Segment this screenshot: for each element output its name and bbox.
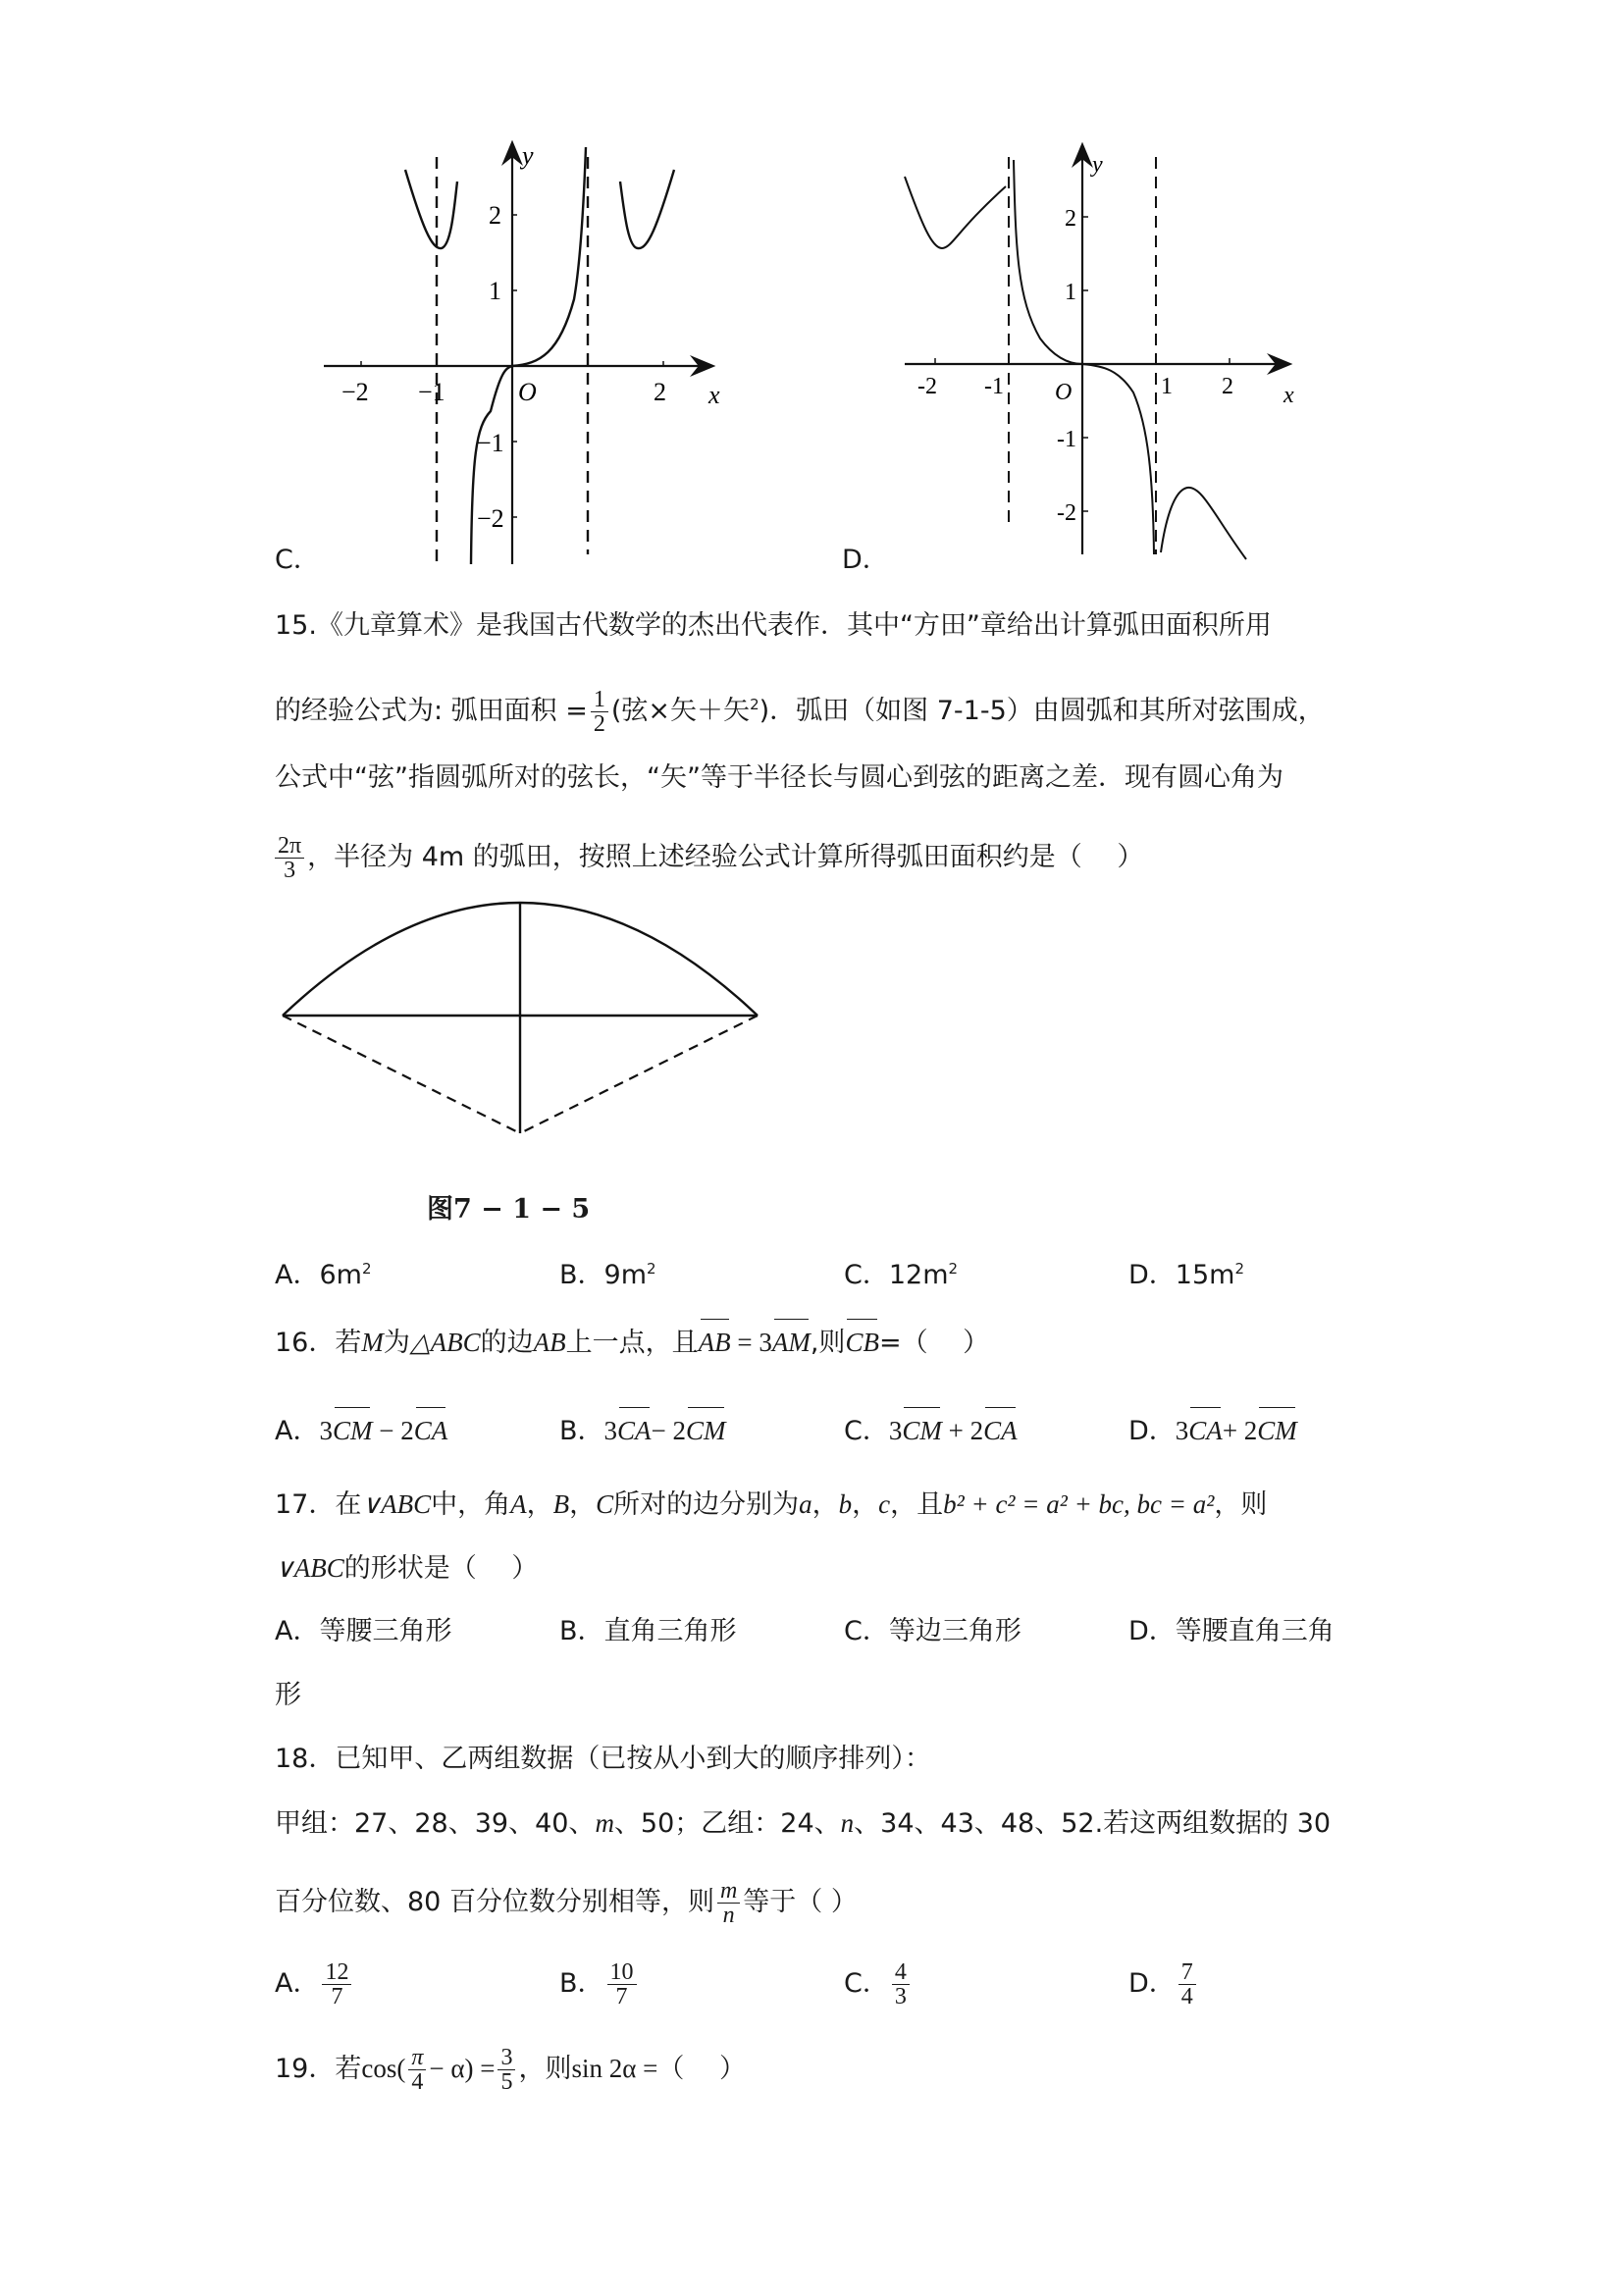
q18-option-d[interactable]: D． $\frac{7}{4}$ — [1128, 1960, 1199, 2009]
y-axis-label: y — [1092, 152, 1103, 178]
x-tick-label: −1 — [418, 378, 445, 406]
radius-right — [520, 1016, 758, 1133]
q16-option-c[interactable]: C．3CM + 2CA — [844, 1413, 1018, 1449]
q19-stem: 19．若cos( $\frac{\pi}{4}$ − α) = $\frac{3}{5}$ ，则sin 2α =（ ） — [275, 2045, 746, 2095]
fraction-m-over-n: $\frac{m}{n}$ — [717, 1879, 740, 1927]
q15-text: 的经验公式为: 弧田面积 = — [275, 696, 588, 726]
vector-am: AM — [772, 1325, 811, 1360]
curve-right-branch — [620, 170, 674, 248]
q17-option-a[interactable]: A．等腰三角形 — [275, 1616, 452, 1646]
q17-option-b[interactable]: B．直角三角形 — [559, 1616, 737, 1646]
q15-option-b[interactable]: B．$9m^2$ — [559, 1260, 656, 1290]
fraction-two-pi-over-three: $\frac{2\pi}{3}$ — [275, 834, 304, 882]
curve-center-branch — [1014, 160, 1154, 554]
origin-label: O — [1055, 380, 1073, 405]
q17-option-d[interactable]: D．等腰直角三角 — [1128, 1616, 1335, 1646]
x-tick-label: 2 — [654, 378, 666, 406]
curve-left-branch — [405, 170, 457, 248]
curve-left-branch — [905, 177, 1006, 248]
graph-option-c — [294, 132, 746, 574]
q15-line4: $\frac{2\pi}{3}$ ，半径为 4m 的弧田，按照上述经验公式计算所得弧田面积约是（ ） — [275, 834, 1143, 882]
fraction-three-fifths: $\frac{3}{5}$ — [497, 2046, 515, 2094]
origin-label: O — [518, 378, 537, 406]
q16-option-d[interactable]: D．3CA+ 2CM — [1128, 1413, 1297, 1449]
option-d-label[interactable]: D． — [842, 545, 889, 575]
x-axis-label: x — [1283, 383, 1294, 408]
vector-ab: AB — [699, 1325, 731, 1360]
y-tick-label: −1 — [477, 429, 504, 457]
q17-stem-line1: 17．在∨ABC中，角A，B，C所对的边分别为a，b，c，且b² + c² = a² + bc, bc = a²，则 — [275, 1489, 1268, 1520]
y-tick-label: 1 — [1065, 280, 1076, 305]
q15-option-c[interactable]: C．$12m^2$ — [844, 1260, 959, 1290]
q18-option-b[interactable]: B． $\frac{10}{7}$ — [559, 1960, 640, 2009]
graph-option-d — [868, 132, 1320, 574]
option-c-label[interactable]: C． — [275, 545, 320, 575]
fraction-one-half: $\frac{1}{2}$ — [591, 688, 608, 736]
q16-option-b[interactable]: B．3CA− 2CM — [559, 1413, 726, 1449]
x-tick-label: -1 — [984, 374, 1004, 399]
fraction-pi-over-four: $\frac{\pi}{4}$ — [408, 2046, 426, 2094]
x-tick-label: -2 — [917, 374, 937, 399]
q18-option-c[interactable]: C． $\frac{4}{3}$ — [844, 1960, 913, 2009]
q17-option-d-wrap: 形 — [275, 1680, 301, 1710]
q15-line2: 的经验公式为: 弧田面积 = $\frac{1}{2}$ (弦×矢＋矢$^2$)．弧田（如图 7-1-5）由圆弧和其所对弦围成， — [275, 687, 1325, 737]
vector-cb: CB — [845, 1325, 879, 1360]
y-tick-label: -2 — [1057, 500, 1076, 526]
y-tick-label: 2 — [1065, 206, 1076, 232]
q17-stem-line2: ∨ABC的形状是（ ） — [275, 1553, 539, 1584]
y-tick-label: 1 — [489, 277, 501, 305]
x-tick-label: 2 — [1222, 374, 1233, 399]
q18-line2: 甲组：27、28、39、40、m、50；乙组：24、n、34、43、48、52.若这两组数据的 30 — [275, 1808, 1332, 1839]
y-tick-label: 2 — [489, 201, 501, 230]
x-axis-label: x — [708, 381, 720, 409]
x-tick-label: 1 — [1161, 374, 1173, 399]
q15-line3: 公式中“弦”指圆弧所对的弦长，“矢”等于半径长与圆心到弦的距离之差．现有圆心角为 — [275, 762, 1283, 793]
q18-option-a[interactable]: A． $\frac{12}{7}$ — [275, 1960, 354, 2009]
curve-right-branch — [1161, 488, 1246, 559]
q15-option-d[interactable]: D．$15m^2$ — [1128, 1260, 1245, 1290]
y-tick-label: −2 — [477, 504, 504, 533]
figure-caption: 图7 − 1 − 5 — [427, 1194, 591, 1225]
x-tick-label: −2 — [341, 378, 369, 406]
q17-option-c[interactable]: C．等边三角形 — [844, 1616, 1021, 1646]
radius-left — [283, 1016, 520, 1133]
figure-arc-field — [275, 888, 775, 1153]
q16-option-a[interactable]: A．3CM − 2CA — [275, 1413, 447, 1449]
q15-line1: 15.《九章算术》是我国古代数学的杰出代表作．其中“方田”章给出计算弧田面积所用 — [275, 610, 1272, 641]
q16-stem: 16．若M为△ABC的边AB上一点，且AB = 3AM,则CB=（ ） — [275, 1325, 989, 1361]
q18-line1: 18．已知甲、乙两组数据（已按从小到大的顺序排列）： — [275, 1744, 931, 1774]
y-tick-label: -1 — [1057, 427, 1076, 452]
q18-line3: 百分位数、80 百分位数分别相等，则 $\frac{m}{n}$ 等于（ ） — [275, 1878, 858, 1928]
y-axis-label: y — [522, 141, 534, 170]
q15-option-a[interactable]: A．$6m^2$ — [275, 1260, 372, 1290]
